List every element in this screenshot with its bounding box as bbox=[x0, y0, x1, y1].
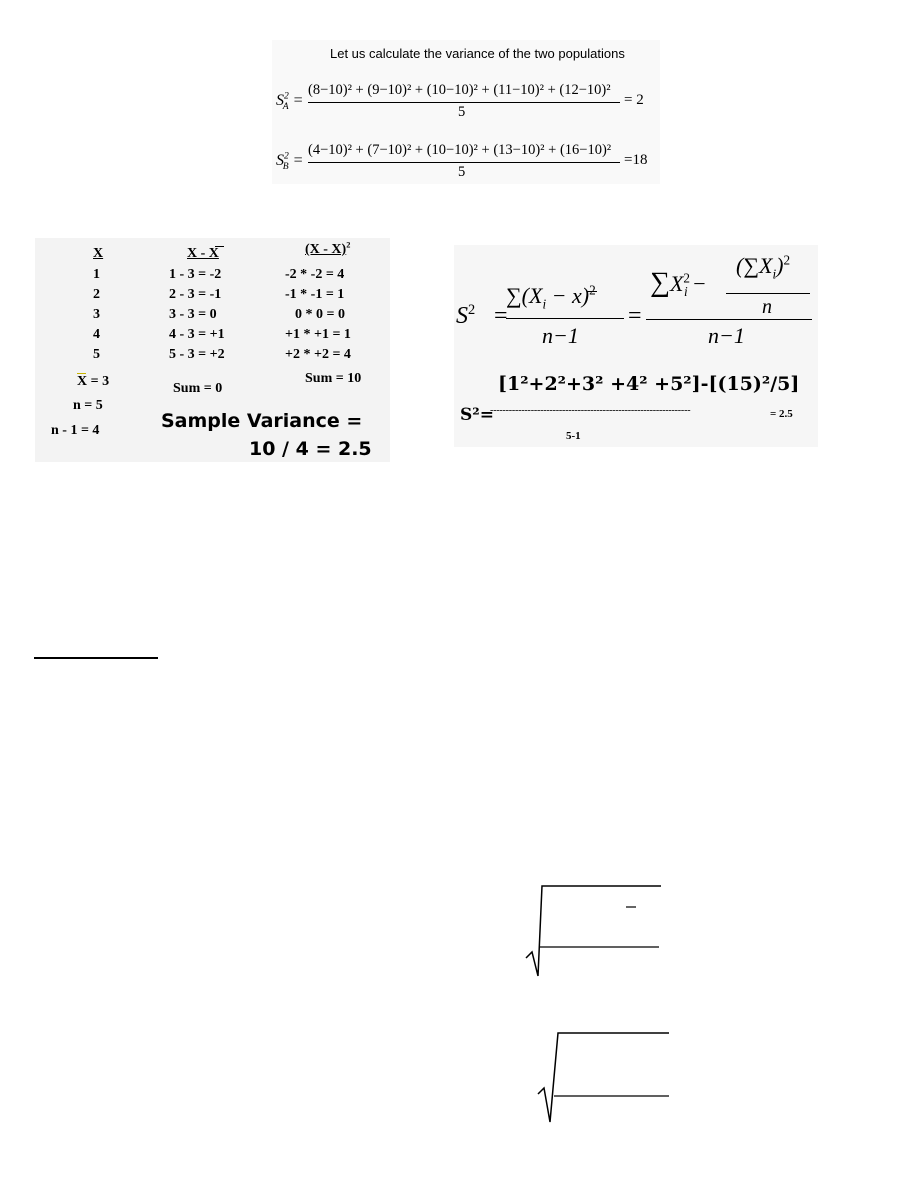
header-deviation: X - X bbox=[187, 246, 219, 261]
variance-b-symbol: $S^2_B$ = bbox=[276, 150, 304, 173]
row-sq-3: 0 * 0 = 0 bbox=[295, 307, 345, 322]
xbar-overline bbox=[587, 291, 597, 292]
header-x: X bbox=[93, 246, 104, 261]
worked-numerator: [1²+2²+3² +4² +5²]-[(15)²/5] bbox=[498, 373, 800, 395]
variance-a-denominator: 5 bbox=[458, 104, 466, 120]
formula-lhs: $S^2$ bbox=[456, 302, 476, 329]
row-x-2: 2 bbox=[93, 287, 100, 302]
section-heading-underline bbox=[34, 657, 158, 659]
formula-numerator-1: $\sum(X_i - x)^2$ bbox=[506, 282, 596, 312]
worked-denominator: 5-1 bbox=[566, 430, 581, 442]
n-minus-1-value: n - 1 = 4 bbox=[51, 423, 100, 438]
sqrt-radical-2 bbox=[538, 1033, 669, 1122]
variance-a-numerator: (8−10)² + (9−10)² + (10−10)² + (11−10)² + (12−10)² bbox=[308, 82, 611, 98]
n-value: n = 5 bbox=[73, 398, 103, 413]
sqrt-frame-1 bbox=[520, 880, 670, 980]
variance-a-result: = 2 bbox=[624, 92, 644, 108]
formula-numerator-2: $\sum X^2_i$ − bbox=[650, 267, 706, 300]
row-x-4: 4 bbox=[93, 327, 100, 342]
row-dev-3: 3 - 3 = 0 bbox=[169, 307, 217, 322]
sample-variance-value: 10 / 4 = 2.5 bbox=[249, 438, 372, 460]
worked-result: = 2.5 bbox=[770, 408, 793, 420]
population-variance-panel bbox=[272, 40, 660, 184]
formula-eq-1: = bbox=[494, 303, 508, 329]
sample-variance-label: Sample Variance = bbox=[161, 410, 363, 432]
row-dev-4: 4 - 3 = +1 bbox=[169, 327, 225, 342]
sum-squared: Sum = 10 bbox=[305, 371, 362, 386]
row-sq-1: -2 * -2 = 4 bbox=[285, 267, 345, 282]
formula-denominator-2: n−1 bbox=[708, 323, 745, 348]
variance-b-fraction-line bbox=[308, 162, 620, 163]
formula-inner-n: n bbox=[762, 296, 772, 318]
sqrt-radical-1 bbox=[526, 886, 661, 976]
worked-lhs: S²= bbox=[460, 405, 494, 425]
section-heading bbox=[34, 638, 158, 658]
formula-inner-fraction-line bbox=[726, 293, 810, 294]
variance-heading: Let us calculate the variance of the two populations bbox=[330, 46, 625, 61]
worked-dashes: ---------------------------------------------------------------- bbox=[490, 405, 691, 416]
row-dev-1: 1 - 3 = -2 bbox=[169, 267, 222, 282]
row-x-1: 1 bbox=[93, 267, 100, 282]
variance-b-result: =18 bbox=[624, 152, 648, 168]
row-x-3: 3 bbox=[93, 307, 100, 322]
variance-b-denominator: 5 bbox=[458, 164, 466, 180]
formula-inner-fraction: $(\sum X_i)^2$ bbox=[736, 252, 791, 282]
mean-value: X = 3 bbox=[77, 374, 110, 389]
sample-variance-table bbox=[35, 238, 390, 462]
formula-fraction-line-1 bbox=[506, 318, 624, 319]
formula-denominator-1: n−1 bbox=[542, 323, 579, 348]
variance-formula-panel bbox=[454, 245, 818, 447]
row-dev-5: 5 - 3 = +2 bbox=[169, 347, 225, 362]
row-dev-2: 2 - 3 = -1 bbox=[169, 287, 222, 302]
row-sq-2: -1 * -1 = 1 bbox=[285, 287, 345, 302]
row-sq-5: +2 * +2 = 4 bbox=[285, 347, 351, 362]
variance-b-numerator: (4−10)² + (7−10)² + (10−10)² + (13−10)² + (16−10)² bbox=[308, 142, 612, 158]
variance-a-symbol: $S^2_A$ = bbox=[276, 90, 304, 113]
formula-eq-2: = bbox=[628, 303, 642, 329]
row-x-5: 5 bbox=[93, 347, 100, 362]
row-sq-4: +1 * +1 = 1 bbox=[285, 327, 351, 342]
variance-a-fraction-line bbox=[308, 102, 620, 103]
formula-fraction-line-2 bbox=[646, 319, 812, 320]
header-squared: (X - X)$^2$ bbox=[305, 240, 351, 257]
sum-deviation: Sum = 0 bbox=[173, 381, 223, 396]
sqrt-frame-2 bbox=[532, 1026, 682, 1126]
